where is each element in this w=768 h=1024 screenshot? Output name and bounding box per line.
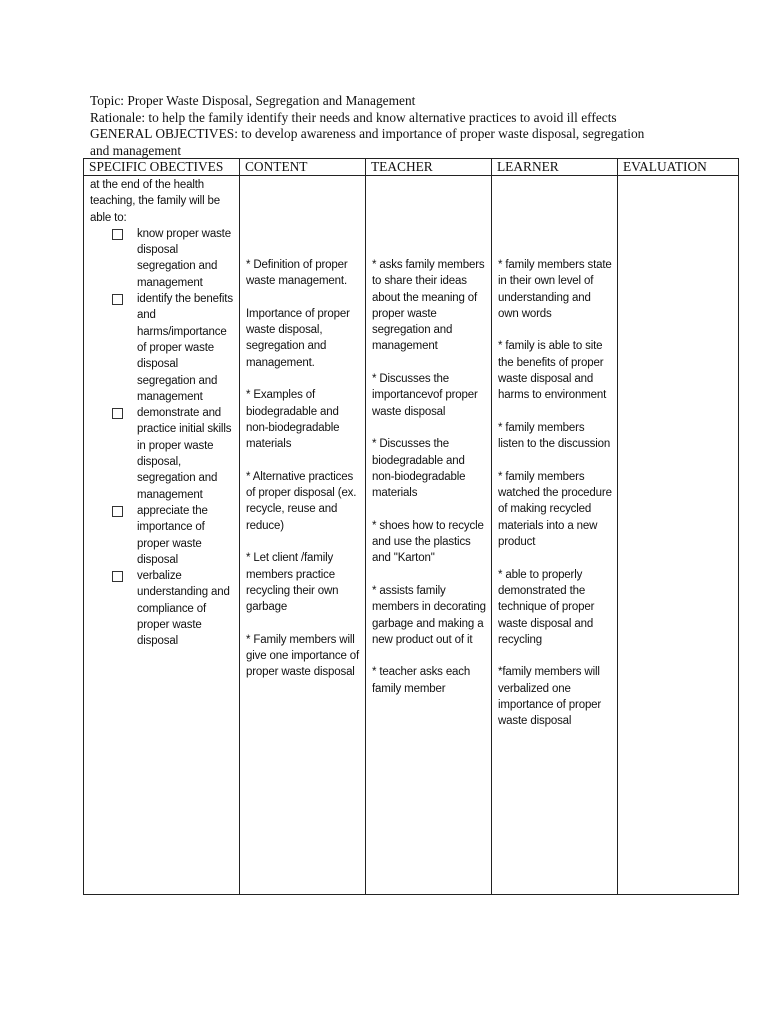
objectives-intro: at the end of the health teaching, the family will be able to:	[90, 179, 221, 224]
teacher-cell	[366, 176, 492, 895]
objective-item	[90, 226, 235, 291]
rationale-line: Rationale: to help the family identify their needs and know alternative practices to avoid ill effects	[90, 109, 617, 125]
content-item: * Examples of biodegradable and non-biodegradable materials	[246, 389, 340, 451]
header-specific-objectives: SPECIFIC OBECTIVES	[84, 159, 240, 176]
specific-objectives-cell	[84, 176, 240, 895]
objective-text: know proper waste disposal segregation and management	[137, 227, 231, 289]
objective-item	[90, 291, 235, 405]
bullet-box-icon	[112, 294, 123, 305]
objective-text: demonstrate and practice initial skills in proper waste disposal, segregation and management	[137, 407, 232, 501]
objective-text: verbalize understanding and compliance of proper waste disposal	[137, 570, 230, 648]
evaluation-cell	[618, 176, 739, 895]
table-row	[84, 176, 739, 895]
bullet-box-icon	[112, 571, 123, 582]
learner-item: * able to properly demonstrated the technique of proper waste disposal and recycling	[498, 568, 595, 646]
content-item: * Definition of proper waste management.	[246, 259, 348, 288]
general-objectives-line-1: GENERAL OBJECTIVES: to develop awareness and importance of proper waste disposal, segregation	[90, 126, 645, 141]
header-content: CONTENT	[240, 159, 366, 176]
learner-item: * family members listen to the discussion	[498, 421, 611, 451]
content-item: Importance of proper waste disposal, segregation and management.	[246, 307, 350, 369]
teacher-item: * assists family members in decorating garbage and making a new product out of it	[372, 584, 486, 646]
objective-item	[90, 405, 235, 503]
health-teaching-plan-table	[83, 158, 739, 895]
teacher-item: * Discusses the biodegradable and non-biodegradable materials	[372, 438, 466, 500]
objective-item	[90, 503, 235, 568]
teacher-item: * teacher asks each family member	[372, 666, 471, 695]
objective-item	[90, 568, 235, 649]
objectives-list	[90, 226, 235, 650]
teacher-item: * Discusses the importancevof proper waste disposal	[372, 373, 478, 418]
header-evaluation: EVALUATION	[618, 159, 739, 176]
header-teacher: TEACHER	[366, 159, 492, 176]
table-header-row	[84, 159, 739, 176]
learner-item: *family members will verbalized one importance of proper waste disposal	[498, 666, 602, 728]
bullet-box-icon	[112, 408, 123, 419]
content-item: * Alternative practices of proper disposal (ex. recycle, reuse and reduce)	[246, 470, 357, 532]
teacher-item: * shoes how to recycle and use the plastics and "Karton"	[372, 519, 484, 565]
topic-line: Topic: Proper Waste Disposal, Segregation and Management	[90, 93, 416, 108]
teacher-item: * asks family members to share their ideas about the meaning of proper waste segregation and management	[372, 259, 485, 353]
content-cell	[240, 176, 366, 895]
content-item: * Let client /family members practice recycling their own garbage	[246, 552, 339, 614]
learner-item: * family is able to site the benefits of proper waste disposal and harms to environment	[498, 340, 607, 402]
learner-item: * family members state in their own level of understanding and own words	[498, 259, 612, 320]
bullet-box-icon	[112, 506, 123, 517]
objective-text: identify the benefits and harms/importance of proper waste disposal segregation and management	[137, 293, 233, 403]
learner-item: * family members watched the procedure of making recycled materials into a new product	[498, 470, 612, 549]
bullet-box-icon	[112, 229, 123, 240]
objective-text: appreciate the importance of proper waste disposal	[137, 504, 208, 566]
header-learner: LEARNER	[492, 159, 618, 176]
content-item: * Family members will give one importance of proper waste disposal	[246, 633, 360, 679]
learner-cell	[492, 176, 618, 895]
lesson-header	[90, 93, 690, 159]
general-objectives-line-2: and management	[90, 142, 182, 158]
